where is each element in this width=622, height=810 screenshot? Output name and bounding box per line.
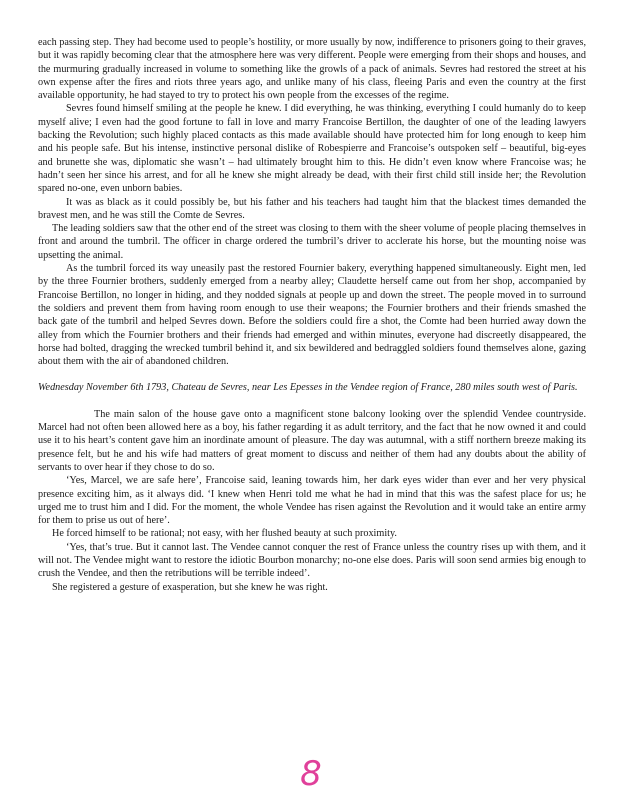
paragraph: It was as black as it could possibly be, but his father and his teachers had taught him that the blackest times demanded the bravest men, and he was still the Comte de Sevres.: [38, 196, 586, 221]
paragraph: She registered a gesture of exasperation, but she knew he was right.: [52, 581, 328, 593]
document-body: [38, 36, 586, 594]
section-heading: Wednesday November 6th 1793, Chateau de Sevres, near Les Epesses in the Vendee region of France, 280 miles south west of Paris.: [38, 382, 578, 394]
page-number: 8: [300, 754, 322, 794]
paragraph: The main salon of the house gave onto a magnificent stone balcony looking over the splendid Vendee countryside. Marcel had not often been allowed here as a boy, his father regarding it as adult territory, and the fact that he now owned it and could use it to his heart’s content gave him an inordinate amount of pleasure. The day was autumnal, with a stiff northern breeze making its presence felt, but he and his wife had matters of great moment to discuss and neither of them had any doubts about the ability of servants to over hear if they chose to do so.: [38, 408, 586, 473]
paragraph: He forced himself to be rational; not easy, with her flushed beauty at such proximity.: [52, 528, 397, 540]
paragraph: As the tumbril forced its way uneasily past the restored Fournier bakery, everything happened simultaneously. Eight men, led by the three Fournier brothers, suddenly emerged from a nearby alley; Claudette herself came out from her shop, accompanied by Francoise Bertillon, no longer in hiding, and they nodded signals at people up and down the street. The people moved in to surround the soldiers and prevent them from having room enough to use their weapons; the Fournier brothers and their friends smashed the back gate of the tumbril and helped Sevres down. Before the soldiers could fire a shot, the Comte had been hurried away down the alley from which the Fournier brothers and their friends had emerged and within minutes, everyone had discreetly disappeared, the horse had bolted, dragging the wrecked tumbril behind it, and six bewildered and bedraggled soldiers found themselves alone, gazing about them with the air of abandoned children.: [38, 263, 586, 368]
paragraph: ‘Yes, that’s true. But it cannot last. The Vendee cannot conquer the rest of France unless the country rises up with them, and it will not. The Vendee might want to restore the idiotic Bourbon monarchy; no-one else does. Paris will soon send armies big enough to crush the Vendee, and then the retributions will be terrible indeed’.: [38, 541, 586, 580]
paragraph: The leading soldiers saw that the other end of the street was closing to them with the sheer volume of people placing themselves in front and around the tumbril. The officer in charge ordered the tumbril’s driver to acclerate his horse, but the mounting noise was upsetting the animal.: [38, 223, 586, 261]
paragraph: Sevres found himself smiling at the people he knew. I did everything, he was thinking, everything I could humanly do to keep myself alive; I even had the good fortune to fall in love and marry Francoise Bertillon, the daughter of one of the leading lawyers backing the Revolution; such highly placed contacts as this made available should have protected him for long enough to keep him and his people safe. But his intense, instinctive personal dislike of Robespierre and Francoise’s outspoken self – beautiful, big-eyes and brunette she was, diplomatic she wasn’t – had ultimately brought him to this. He didn’t even know where Francoise was; he hadn’t seen her since his arrest, and for all he knew she might already be dead, with their first child still inside her; the Revolution spared no-one, even unborn babies.: [38, 103, 586, 195]
paragraph: each passing step. They had become used to people’s hostility, or more usually by now, indifference to prisoners going to their graves, but it was rapidly becoming clear that the atmosphere here was very different. People were emerging from their shops and houses, and the murmuring gradually increased in volume to something like the growls of a pack of animals. Sevres had restored the street at his own expense after the fires and riots three years ago, and unlike many of his class, fleeing Paris and even the country at the first available opportunity, he had stayed to try to protect his own people from the excesses of the regime.: [38, 37, 586, 102]
paragraph: ‘Yes, Marcel, we are safe here’, Francoise said, leaning towards him, her dark eyes wider than ever and her very physical presence exciting him, as it always did. ‘I knew when Henri told me what he had in mind that this was the safest place for us; he urged me to trust him and I did. For the moment, the whole Vendee has risen against the Revolution and it would take an entire army for them to prise us out of here’.: [38, 475, 586, 527]
